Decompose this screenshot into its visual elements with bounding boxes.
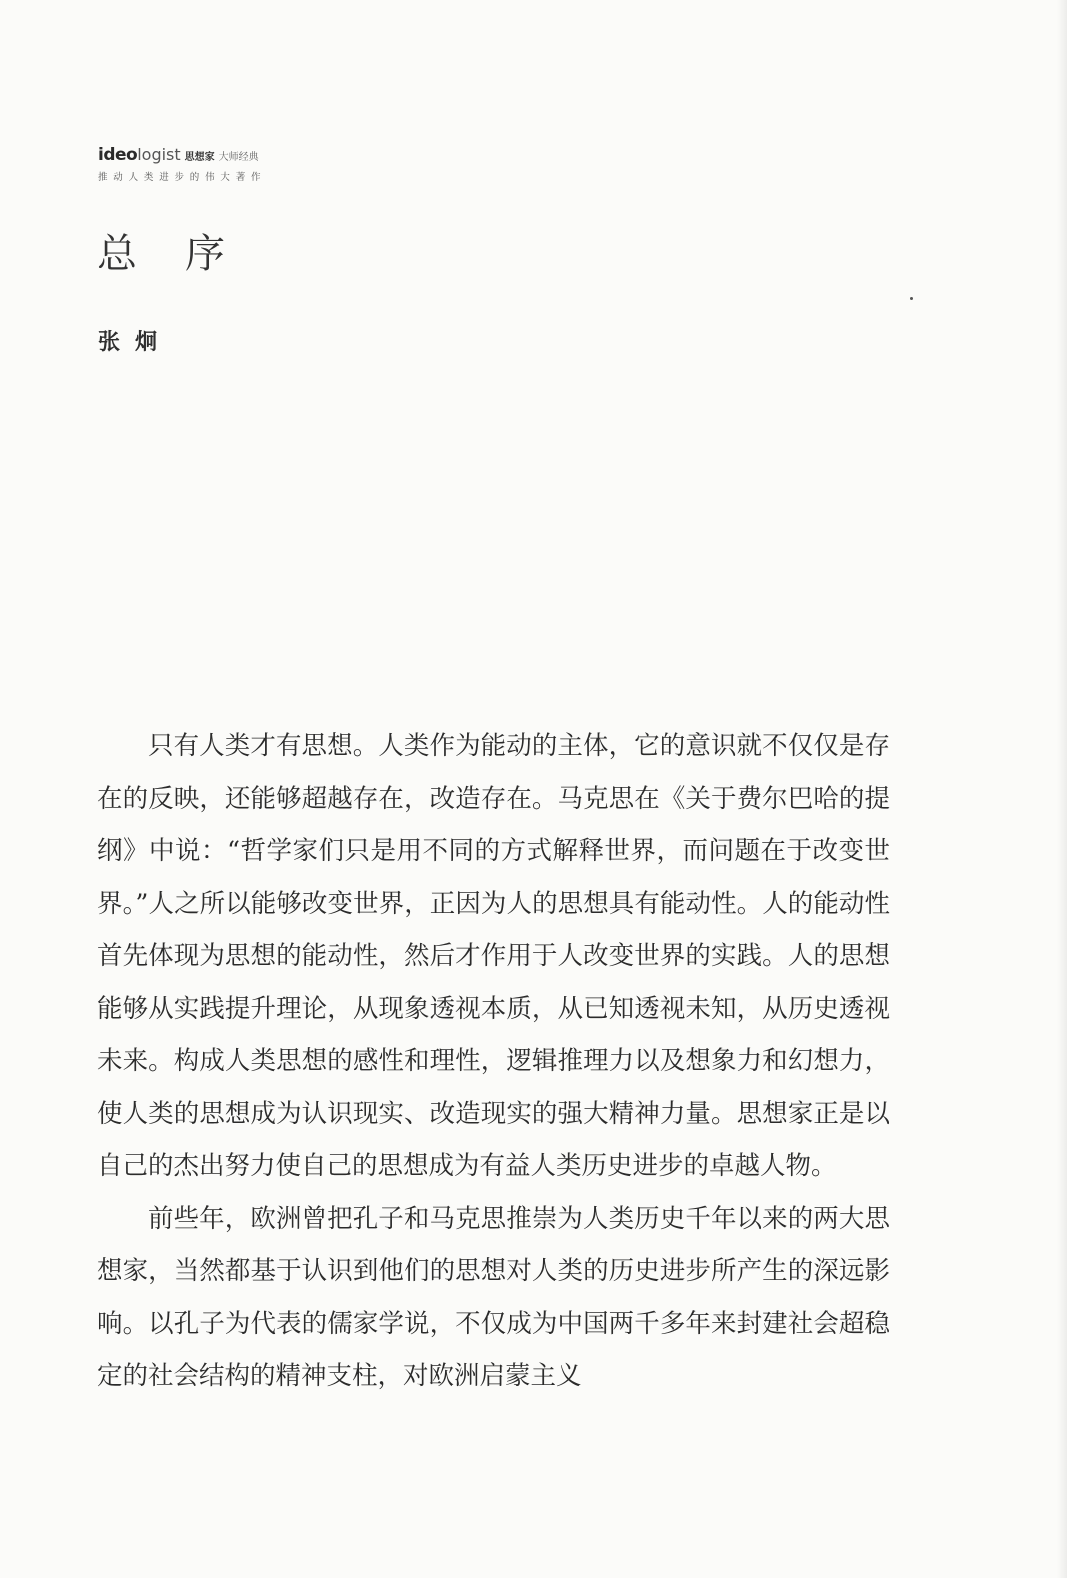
series-tagline: 推动人类进步的伟大著作: [98, 172, 267, 183]
logo-thin-text: logist: [137, 145, 181, 164]
body-text: [97, 720, 890, 1403]
author-name: 张炯: [98, 329, 173, 355]
series-subtitle: 大师经典: [218, 152, 259, 163]
series-logo: [98, 146, 398, 167]
paragraph: 只有人类才有思想。人类作为能动的主体，它的意识就不仅仅是存在的反映，还能够超越存在，改造存在。马克思在《关于费尔巴哈的提纲》中说：“哲学家们只是用不同的方式解释世界，而问题在于改变世界。”人之所以能够改变世界，正因为人的思想具有能动性。人的能动性首先体现为思想的能动性，然后才作用于人改变世界的实践。人的思想能够从实践提升理论，从现象透视本质，从已知透视未知，从历史透视未来。构成人类思想的感性和理性，逻辑推理力以及想象力和幻想力，使人类的思想成为认识现实、改造现实的强大精神力量。思想家正是以自己的杰出努力使自己的思想成为有益人类历史进步的卓越人物。: [97, 731, 890, 1181]
paragraph: 前些年，欧洲曾把孔子和马克思推崇为人类历史千年以来的两大思想家，当然都基于认识到他们的思想对人类的历史进步所产生的深远影响。以孔子为代表的儒家学说，不仅成为中国两千多年来封建社会超稳定的社会结构的精神支柱，对欧洲启蒙主义: [97, 1203, 890, 1391]
page-edge-shadow: [1057, 0, 1067, 1578]
series-name: 思想家: [184, 152, 215, 163]
section-title: 总序: [97, 231, 273, 277]
logo-bold-text: ideo: [98, 145, 138, 165]
series-header: [98, 146, 398, 183]
scan-speck: [910, 297, 913, 300]
